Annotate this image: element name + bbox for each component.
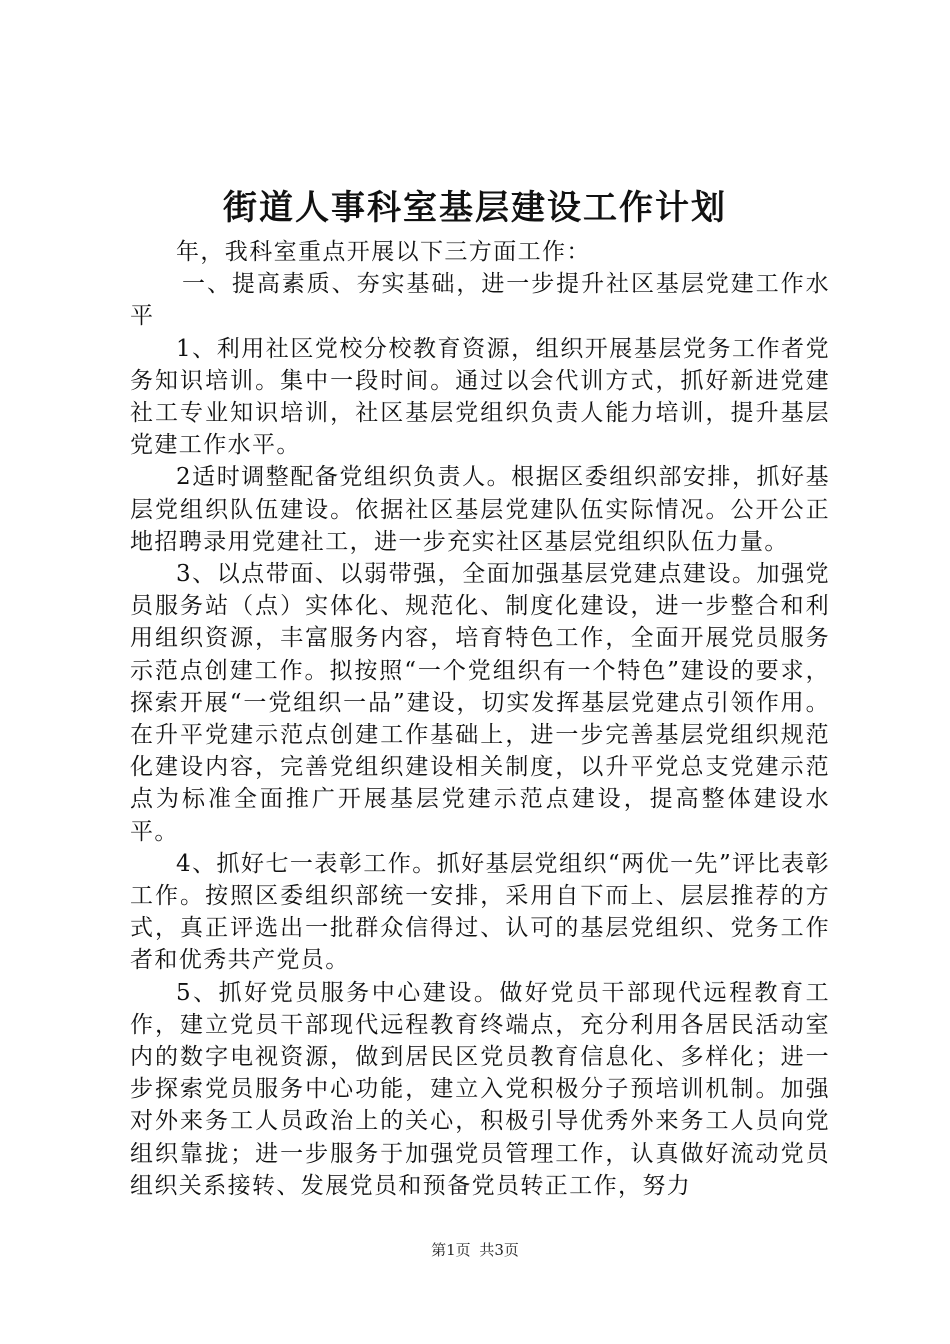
paragraph-intro: 年，我科室重点开展以下三方面工作： — [176, 239, 591, 265]
paragraph-item-3: 3、以点带面、以弱带强，全面加强基层党建点建设。加强党员服务站（点）实体化、规范化、制度化建设，进一步整合和利用组织资源，丰富服务内容，培育特色工作，全面开展党员服务示范点创建工作。拟按照“一个党组织有一个特色”建设的要求，探索开展“一党组织一品”建设，切实发挥基层党建点引领作用。在升平党建示范点创建工作基础上，进一步完善基层党组织规范化建设内容，完善党组织建设相关制度，以升平党总支党建示范点为标准全面推广开展基层党建示范点建设，提高整体建设水平。 — [130, 561, 830, 845]
paragraph-item-2: 2适时调整配备党组织负责人。根据区委组织部安排，抓好基层党组织队伍建设。依据社区基层党建队伍实际情况。公开公正地招聘录用党建社工，进一步充实社区基层党组织队伍力量。 — [130, 464, 830, 555]
paragraph-item-1: 1、利用社区党校分校教育资源，组织开展基层党务工作者党务知识培训。集中一段时间。通过以会代训方式，抓好新进党建社工专业知识培训，社区基层党组织负责人能力培训，提升基层党建工作水平。 — [130, 335, 830, 459]
paragraph-item-5: 5、抓好党员服务中心建设。做好党员干部现代远程教育工作，建立党员干部现代远程教育终端点，充分利用各居民活动室内的数字电视资源，做到居民区党员教育信息化、多样化；进一步探索党员服务中心功能，建立入党积极分子预培训机制。加强对外来务工人员政治上的关心，积极引导优秀外来务工人员向党组织靠拢；进一步服务于加强党员管理工作，认真做好流动党员组织关系接转、发展党员和预备党员转正工作，努力 — [130, 979, 830, 1199]
document-body — [130, 236, 830, 1202]
document-title: 街道人事科室基层建设工作计划 — [223, 188, 727, 228]
paragraph-item-4: 4、抓好七一表彰工作。抓好基层党组织“两优一先”评比表彰工作。按照区委组织部统一安排，采用自下而上、层层推荐的方式，真正评选出一批群众信得过、认可的基层党组织、党务工作者和优秀共产党员。 — [130, 850, 830, 974]
section-heading-1: 一、提高素质、夯实基础，进一步提升社区基层党建工作水平 — [130, 271, 830, 330]
page-footer — [0, 1240, 950, 1260]
page-total: 共3页 — [479, 1241, 519, 1259]
page-number: 第1页 — [431, 1241, 471, 1259]
